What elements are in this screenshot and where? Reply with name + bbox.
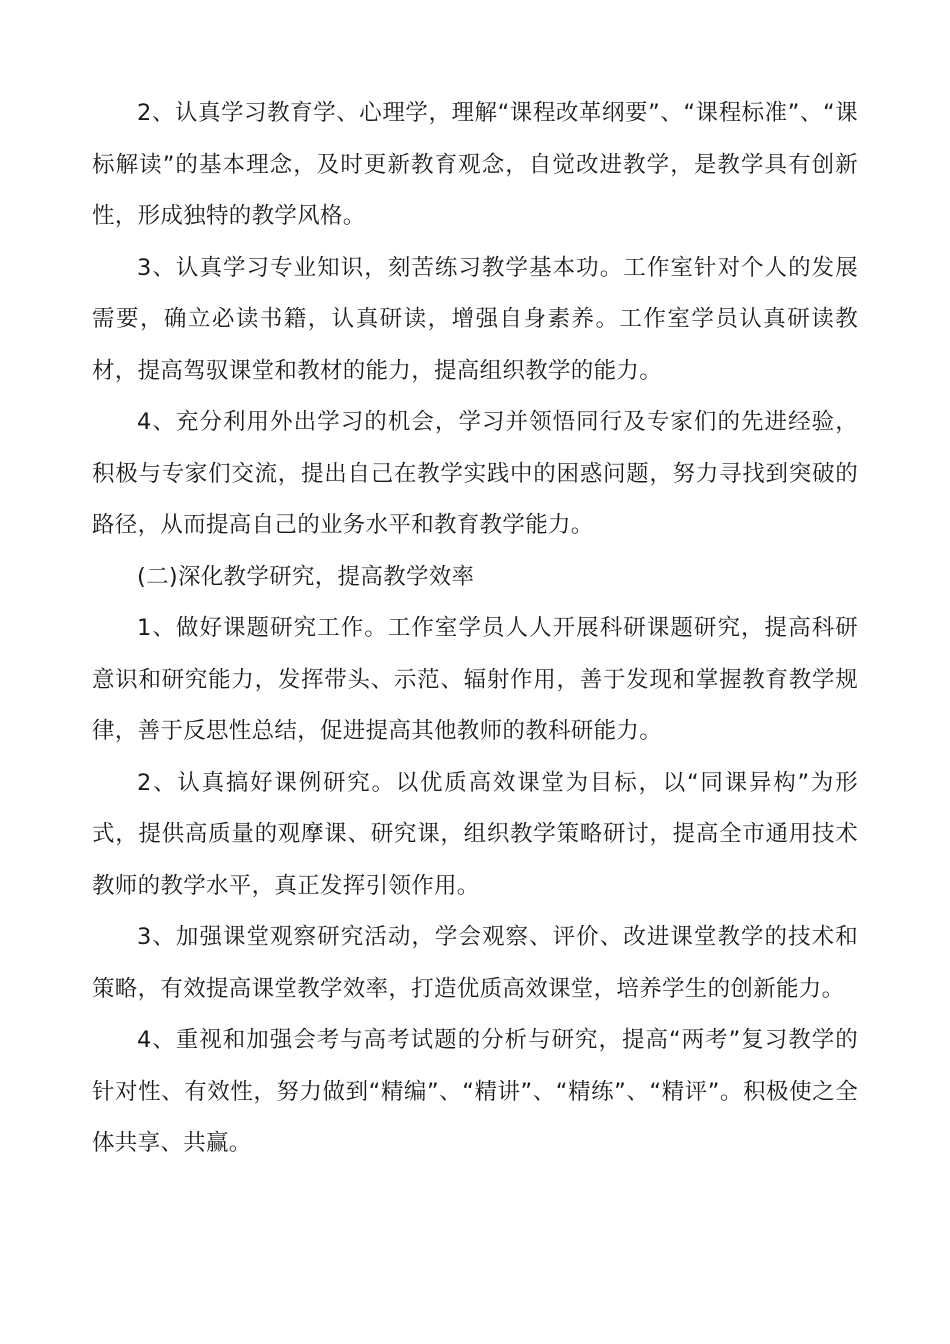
- paragraph-5: 2、认真搞好课例研究。以优质高效课堂为目标，以“同课异构”为形式，提供高质量的观摩课、研究课，组织教学策略研讨，提高全市通用技术教师的教学水平，真正发挥引领作用。: [92, 769, 858, 899]
- paragraph-3: 4、充分利用外出学习的机会，学习并领悟同行及专家们的先进经验，积极与专家们交流，提出自己在教学实践中的困惑问题，努力寻找到突破的路径，从而提高自己的业务水平和教育教学能力。: [92, 409, 858, 538]
- paragraph-4: 1、做好课题研究工作。工作室学员人人开展科研课题研究，提高科研意识和研究能力，发挥带头、示范、辐射作用，善于发现和掌握教育教学规律，善于反思性总结，促进提高其他教师的教科研能力。: [92, 615, 858, 744]
- section-heading: (二)深化教学研究，提高教学效率: [137, 563, 475, 590]
- paragraph-7: 4、重视和加强会考与高考试题的分析与研究，提高“两考”复习教学的针对性、有效性，努力做到“精编”、“精讲”、“精练”、“精评”。积极使之全体共享、共赢。: [92, 1027, 858, 1156]
- paragraph-2: 3、认真学习专业知识，刻苦练习教学基本功。工作室针对个人的发展需要，确立必读书籍，认真研读，增强自身素养。工作室学员认真研读教材，提高驾驭课堂和教材的能力，提高组织教学的能力。: [92, 254, 858, 384]
- paragraph-1: 2、认真学习教育学、心理学，理解“课程改革纲要”、“课程标准”、“课标解读”的基本理念，及时更新教育观念，自觉改进教学，是教学具有创新性，形成独特的教学风格。: [92, 100, 858, 229]
- paragraph-6: 3、加强课堂观察研究活动，学会观察、评价、改进课堂教学的技术和策略，有效提高课堂教学效率，打造优质高效课堂，培养学生的创新能力。: [92, 924, 858, 1002]
